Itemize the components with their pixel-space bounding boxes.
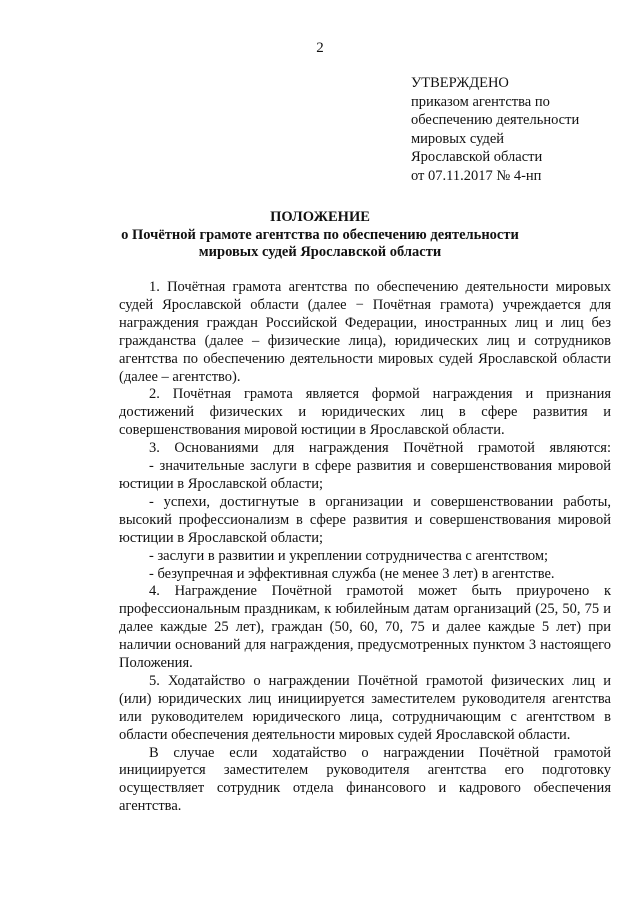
page-number: 2 xyxy=(316,40,324,56)
list-item: - успехи, достигнутые в организации и совершенствовании работы, высокий профессионализм в сфере развития и совершенствования мировой юстиции в Ярославской области; xyxy=(119,493,611,546)
paragraph-2: 2. Почётная грамота является формой награждения и признания достижений физических и юридических лиц в сфере развития и совершенствования мировой юстиции в Ярославской области. xyxy=(119,386,611,439)
paragraph-3: 3. Основаниями для награждения Почётной грамотой являются: xyxy=(149,440,611,457)
document-body xyxy=(119,279,611,816)
document-title xyxy=(0,209,640,262)
title-subtitle-line: о Почётной грамоте агентства по обеспечению деятельности xyxy=(121,226,519,243)
approval-line: Ярославской области xyxy=(411,149,543,166)
approval-line: обеспечению деятельности xyxy=(411,112,580,129)
paragraph-4: 4. Награждение Почётной грамотой может быть приурочено к профессиональным праздникам, к юбилейным датам организаций (25, 50, 75 и далее каждые 25 лет), граждан (50, 60, 70, 75 и далее каждые 5 лет) при наличии оснований для награждения, предусмотренных пунктом 3 настоящего Положения. xyxy=(119,583,611,672)
list-item: - значительные заслуги в сфере развития и совершенствования мировой юстиции в Ярославской области; xyxy=(119,458,611,492)
title-subtitle-line: мировых судей Ярославской области xyxy=(198,244,442,260)
paragraph-5: 5. Ходатайство о награждении Почётной грамотой физических лиц и (или) юридических лиц инициируется заместителем руководителя агентства или руководителем юридического лица, сотрудничающим с агентством в области обеспечения деятельности мировых судей Ярославской области. xyxy=(119,672,611,743)
paragraph-6: В случае если ходатайство о награждении Почётной грамотой инициируется заместителем руководителя агентства его подготовку осуществляет сотрудник отдела финансового и кадрового обеспечения агентства. xyxy=(119,744,611,815)
approval-line: приказом агентства по xyxy=(411,93,550,110)
paragraph-1: 1. Почётная грамота агентства по обеспечению деятельности мировых судей Ярославской области (далее − Почётная грамота) учреждается для награждения граждан Российской Федерации, иностранных лиц и лиц без гражданства (далее – физические лица), юридических лиц и сотрудников агентства по обеспечению деятельности мировых судей Ярославской области (далее – агентство). xyxy=(119,279,611,385)
list-item: - безупречная и эффективная служба (не менее 3 лет) в агентстве. xyxy=(149,565,555,582)
approval-date-line: от 07.11.2017 № 4-нп xyxy=(411,167,542,184)
list-item: - заслуги в развитии и укреплении сотрудничества с агентством; xyxy=(149,547,549,564)
approval-stamp xyxy=(411,74,579,186)
approval-line: мировых судей xyxy=(411,130,505,147)
approval-heading: УТВЕРЖДЕНО xyxy=(411,75,509,91)
title-heading: ПОЛОЖЕНИЕ xyxy=(270,209,370,225)
